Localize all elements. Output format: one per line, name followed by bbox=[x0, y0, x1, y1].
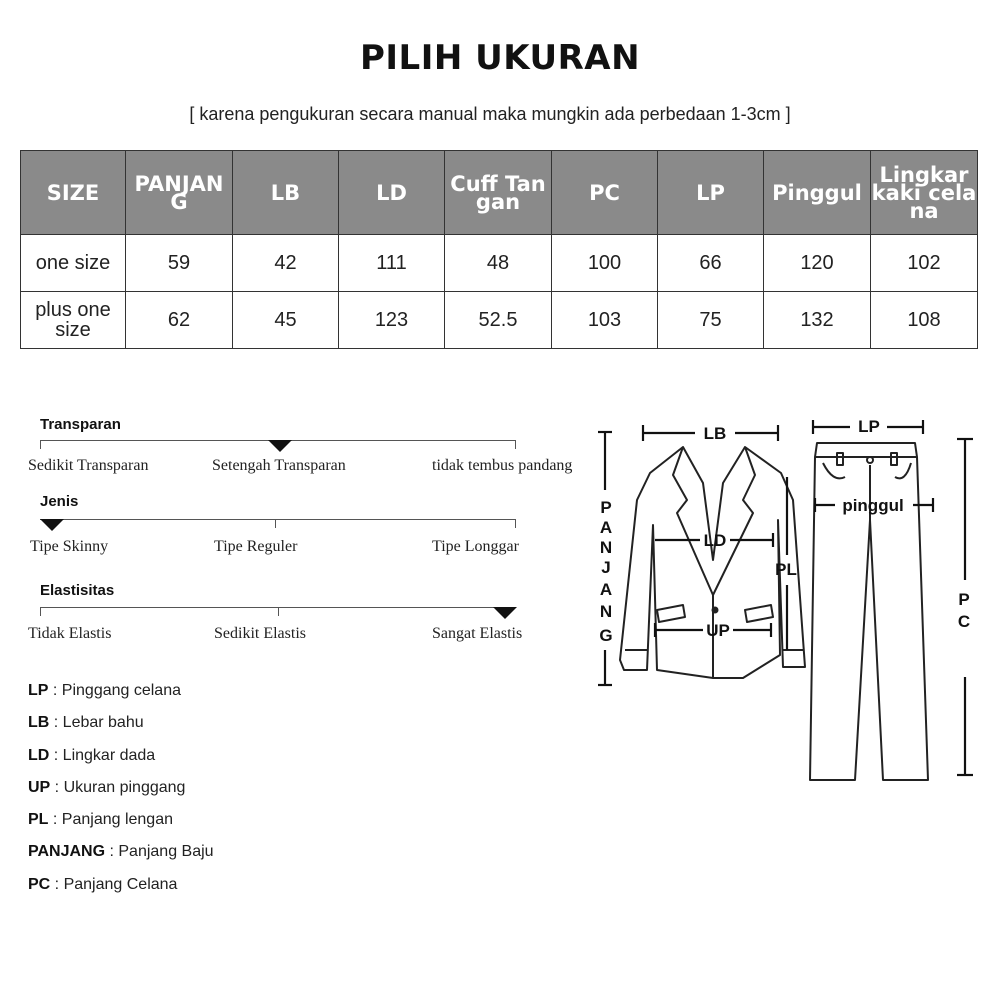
label-lp: LP bbox=[858, 417, 880, 436]
table-cell: 42 bbox=[233, 235, 339, 292]
panjang-letter: A bbox=[599, 580, 613, 599]
scale-line bbox=[40, 519, 516, 520]
legend-item: PANJANG : Panjang Baju bbox=[28, 843, 214, 861]
scale-option: Tipe Skinny bbox=[30, 538, 109, 555]
table-cell: 102 bbox=[871, 235, 978, 292]
scale-tick bbox=[515, 519, 516, 528]
scale-tick bbox=[278, 607, 279, 616]
table-cell: 120 bbox=[764, 235, 871, 292]
scale-option: Sangat Elastis bbox=[432, 625, 523, 642]
panjang-letter: N bbox=[599, 602, 613, 621]
pants-illustration-icon bbox=[810, 443, 928, 780]
table-cell: 132 bbox=[764, 292, 871, 349]
table-cell: 111 bbox=[339, 235, 445, 292]
selected-marker-icon bbox=[493, 607, 517, 619]
table-cell: 59 bbox=[126, 235, 233, 292]
pc-letter: P bbox=[958, 590, 970, 609]
scale-label: Transparan bbox=[40, 416, 121, 433]
table-cell: plus one size bbox=[21, 292, 126, 349]
scale-label: Jenis bbox=[40, 493, 79, 510]
table-cell: 45 bbox=[233, 292, 339, 349]
panjang-letter: P bbox=[600, 498, 612, 517]
transparency-scale bbox=[28, 414, 608, 474]
label-up: UP bbox=[706, 621, 730, 640]
garment-diagram bbox=[595, 405, 995, 905]
header-cuff-tangan: Cuff Tangan bbox=[445, 151, 552, 235]
scale-option: Sedikit Transparan bbox=[28, 457, 149, 474]
table-cell: 48 bbox=[445, 235, 552, 292]
panjang-letter: N bbox=[599, 538, 613, 557]
label-pinggul: pinggul bbox=[842, 496, 904, 515]
legend-item: LP : Pinggang celana bbox=[28, 682, 181, 699]
scale-option: Tidak Elastis bbox=[28, 625, 112, 642]
scale-tick bbox=[40, 607, 41, 616]
header-pinggul: Pinggul bbox=[764, 151, 871, 235]
selected-marker-icon bbox=[40, 519, 64, 531]
pc-letter: C bbox=[957, 612, 971, 631]
fit-type-scale bbox=[28, 491, 608, 555]
scale-option: Setengah Transparan bbox=[212, 457, 346, 474]
scale-label: Elastisitas bbox=[40, 582, 115, 599]
scale-option: Sedikit Elastis bbox=[214, 625, 306, 642]
label-ld: LD bbox=[703, 531, 727, 550]
table-cell: 123 bbox=[339, 292, 445, 349]
table-cell: 103 bbox=[552, 292, 658, 349]
legend-item: LB : Lebar bahu bbox=[28, 714, 144, 732]
legend-item: LD : Lingkar dada bbox=[28, 746, 156, 764]
elasticity-scale bbox=[28, 580, 608, 644]
legend-item: UP : Ukuran pinggang bbox=[28, 778, 186, 796]
header-panjang: PANJANG bbox=[126, 151, 233, 235]
header-lb: LB bbox=[233, 151, 339, 235]
size-chart-table bbox=[20, 150, 978, 349]
scale-tick bbox=[40, 440, 41, 449]
abbreviation-legend bbox=[28, 682, 214, 908]
table-cell: 62 bbox=[126, 292, 233, 349]
label-lb: LB bbox=[703, 424, 727, 443]
panjang-letter: G bbox=[599, 626, 613, 645]
header-lp: LP bbox=[658, 151, 764, 235]
label-pl: PL bbox=[775, 560, 797, 579]
header-size: SIZE bbox=[21, 151, 126, 235]
table-row bbox=[21, 235, 978, 292]
table-cell: one size bbox=[21, 235, 126, 292]
header-ld: LD bbox=[339, 151, 445, 235]
scale-tick bbox=[275, 519, 276, 528]
scale-option: Tipe Longgar bbox=[432, 538, 519, 555]
table-cell: 108 bbox=[871, 292, 978, 349]
panjang-letter: A bbox=[599, 518, 613, 537]
legend-item: PL : Panjang lengan bbox=[28, 811, 173, 829]
measurement-note: [ karena pengukuran secara manual maka mungkin ada perbedaan 1-3cm ] bbox=[189, 104, 791, 124]
scale-option: tidak tembus pandang bbox=[432, 457, 573, 474]
header-lingkar-kaki: Lingkar kaki celana bbox=[871, 151, 978, 235]
scale-option: Tipe Reguler bbox=[214, 538, 298, 555]
table-cell: 75 bbox=[658, 292, 764, 349]
panjang-letter: J bbox=[601, 558, 611, 577]
legend-item: PC : Panjang Celana bbox=[28, 875, 178, 893]
table-cell: 100 bbox=[552, 235, 658, 292]
table-cell: 66 bbox=[658, 235, 764, 292]
table-cell: 52.5 bbox=[445, 292, 552, 349]
table-row bbox=[21, 292, 978, 349]
header-pc: PC bbox=[552, 151, 658, 235]
table-header-row bbox=[21, 151, 978, 235]
selected-marker-icon bbox=[268, 440, 292, 452]
page-title: PILIH UKURAN bbox=[359, 38, 641, 78]
scale-tick bbox=[515, 440, 516, 449]
